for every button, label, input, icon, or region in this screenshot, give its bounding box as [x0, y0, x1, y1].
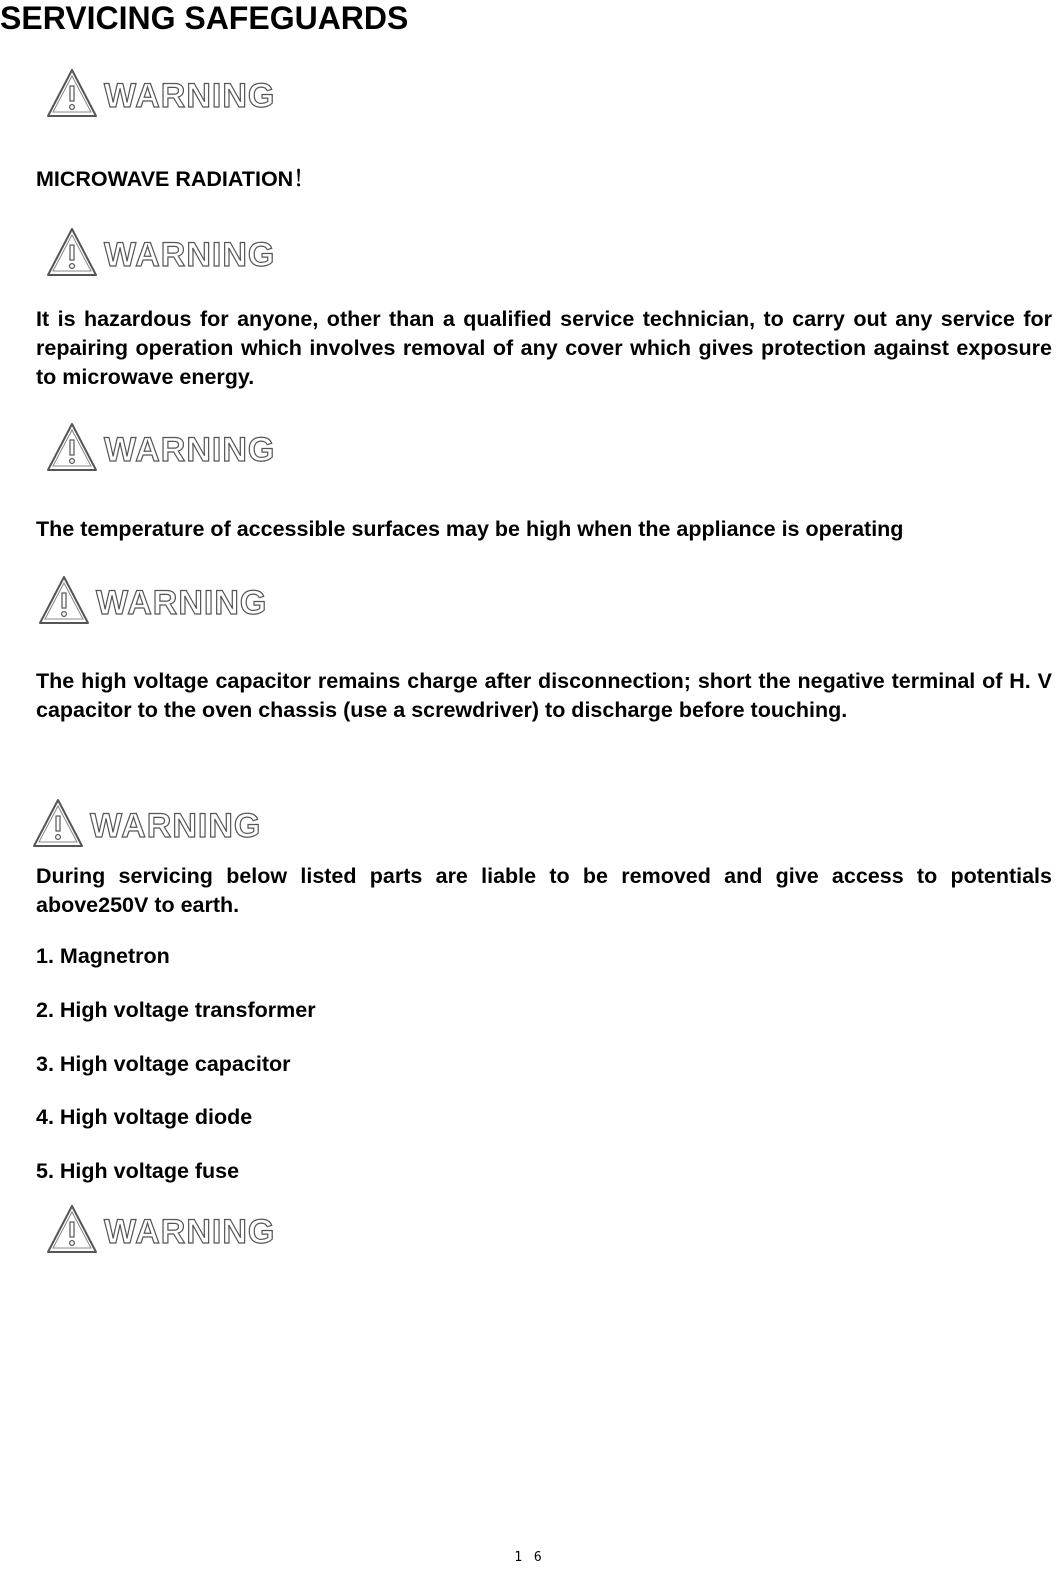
- warning-triangle-icon: [48, 229, 96, 275]
- warning-label: WARNING: [90, 807, 262, 845]
- list-item: 2. High voltage transformer: [36, 998, 316, 1022]
- list-item: 5. High voltage fuse: [36, 1159, 240, 1183]
- hazard-paragraph: It is hazardous for anyone, other than a qualified service technician, to carry out any service for repairing operation which involves removal of any cover which gives protection against exposure to microwave energy.: [36, 307, 1052, 389]
- warning-triangle-icon: [48, 424, 96, 470]
- warning-label: WARNING: [104, 1213, 276, 1251]
- warning-sign: [44, 225, 304, 285]
- page-title: SERVICING SAFEGUARDS: [0, 0, 409, 36]
- warning-triangle-icon: [40, 577, 88, 623]
- list-item: 1. Magnetron: [36, 944, 170, 968]
- warning-triangle-icon: [48, 1206, 96, 1252]
- warning-sign: [44, 420, 304, 480]
- warning-label: WARNING: [104, 431, 276, 469]
- warning-label: WARNING: [96, 584, 268, 622]
- warning-triangle-icon: [34, 800, 82, 846]
- temperature-paragraph: The temperature of accessible surfaces may be high when the appliance is operating: [36, 517, 904, 541]
- warning-label: WARNING: [104, 236, 276, 274]
- warning-sign: [30, 796, 290, 856]
- warning-sign: [44, 66, 304, 126]
- page-number: 1 6: [514, 1550, 544, 1565]
- warning-triangle-icon: [48, 70, 96, 116]
- list-item: 4. High voltage diode: [36, 1105, 253, 1129]
- warning-sign: [36, 573, 296, 633]
- warning-label: WARNING: [104, 77, 276, 115]
- microwave-radiation-heading: MICROWAVE RADIATION！: [36, 167, 315, 191]
- list-item: 3. High voltage capacitor: [36, 1052, 291, 1076]
- servicing-paragraph: During servicing below listed parts are liable to be removed and give access to potentials above250V to earth.: [36, 864, 1052, 917]
- warning-sign: [44, 1202, 304, 1262]
- capacitor-paragraph: The high voltage capacitor remains charge after disconnection; short the negative terminal of H. V capacitor to the oven chassis (use a screwdriver) to discharge before touching.: [36, 669, 1052, 722]
